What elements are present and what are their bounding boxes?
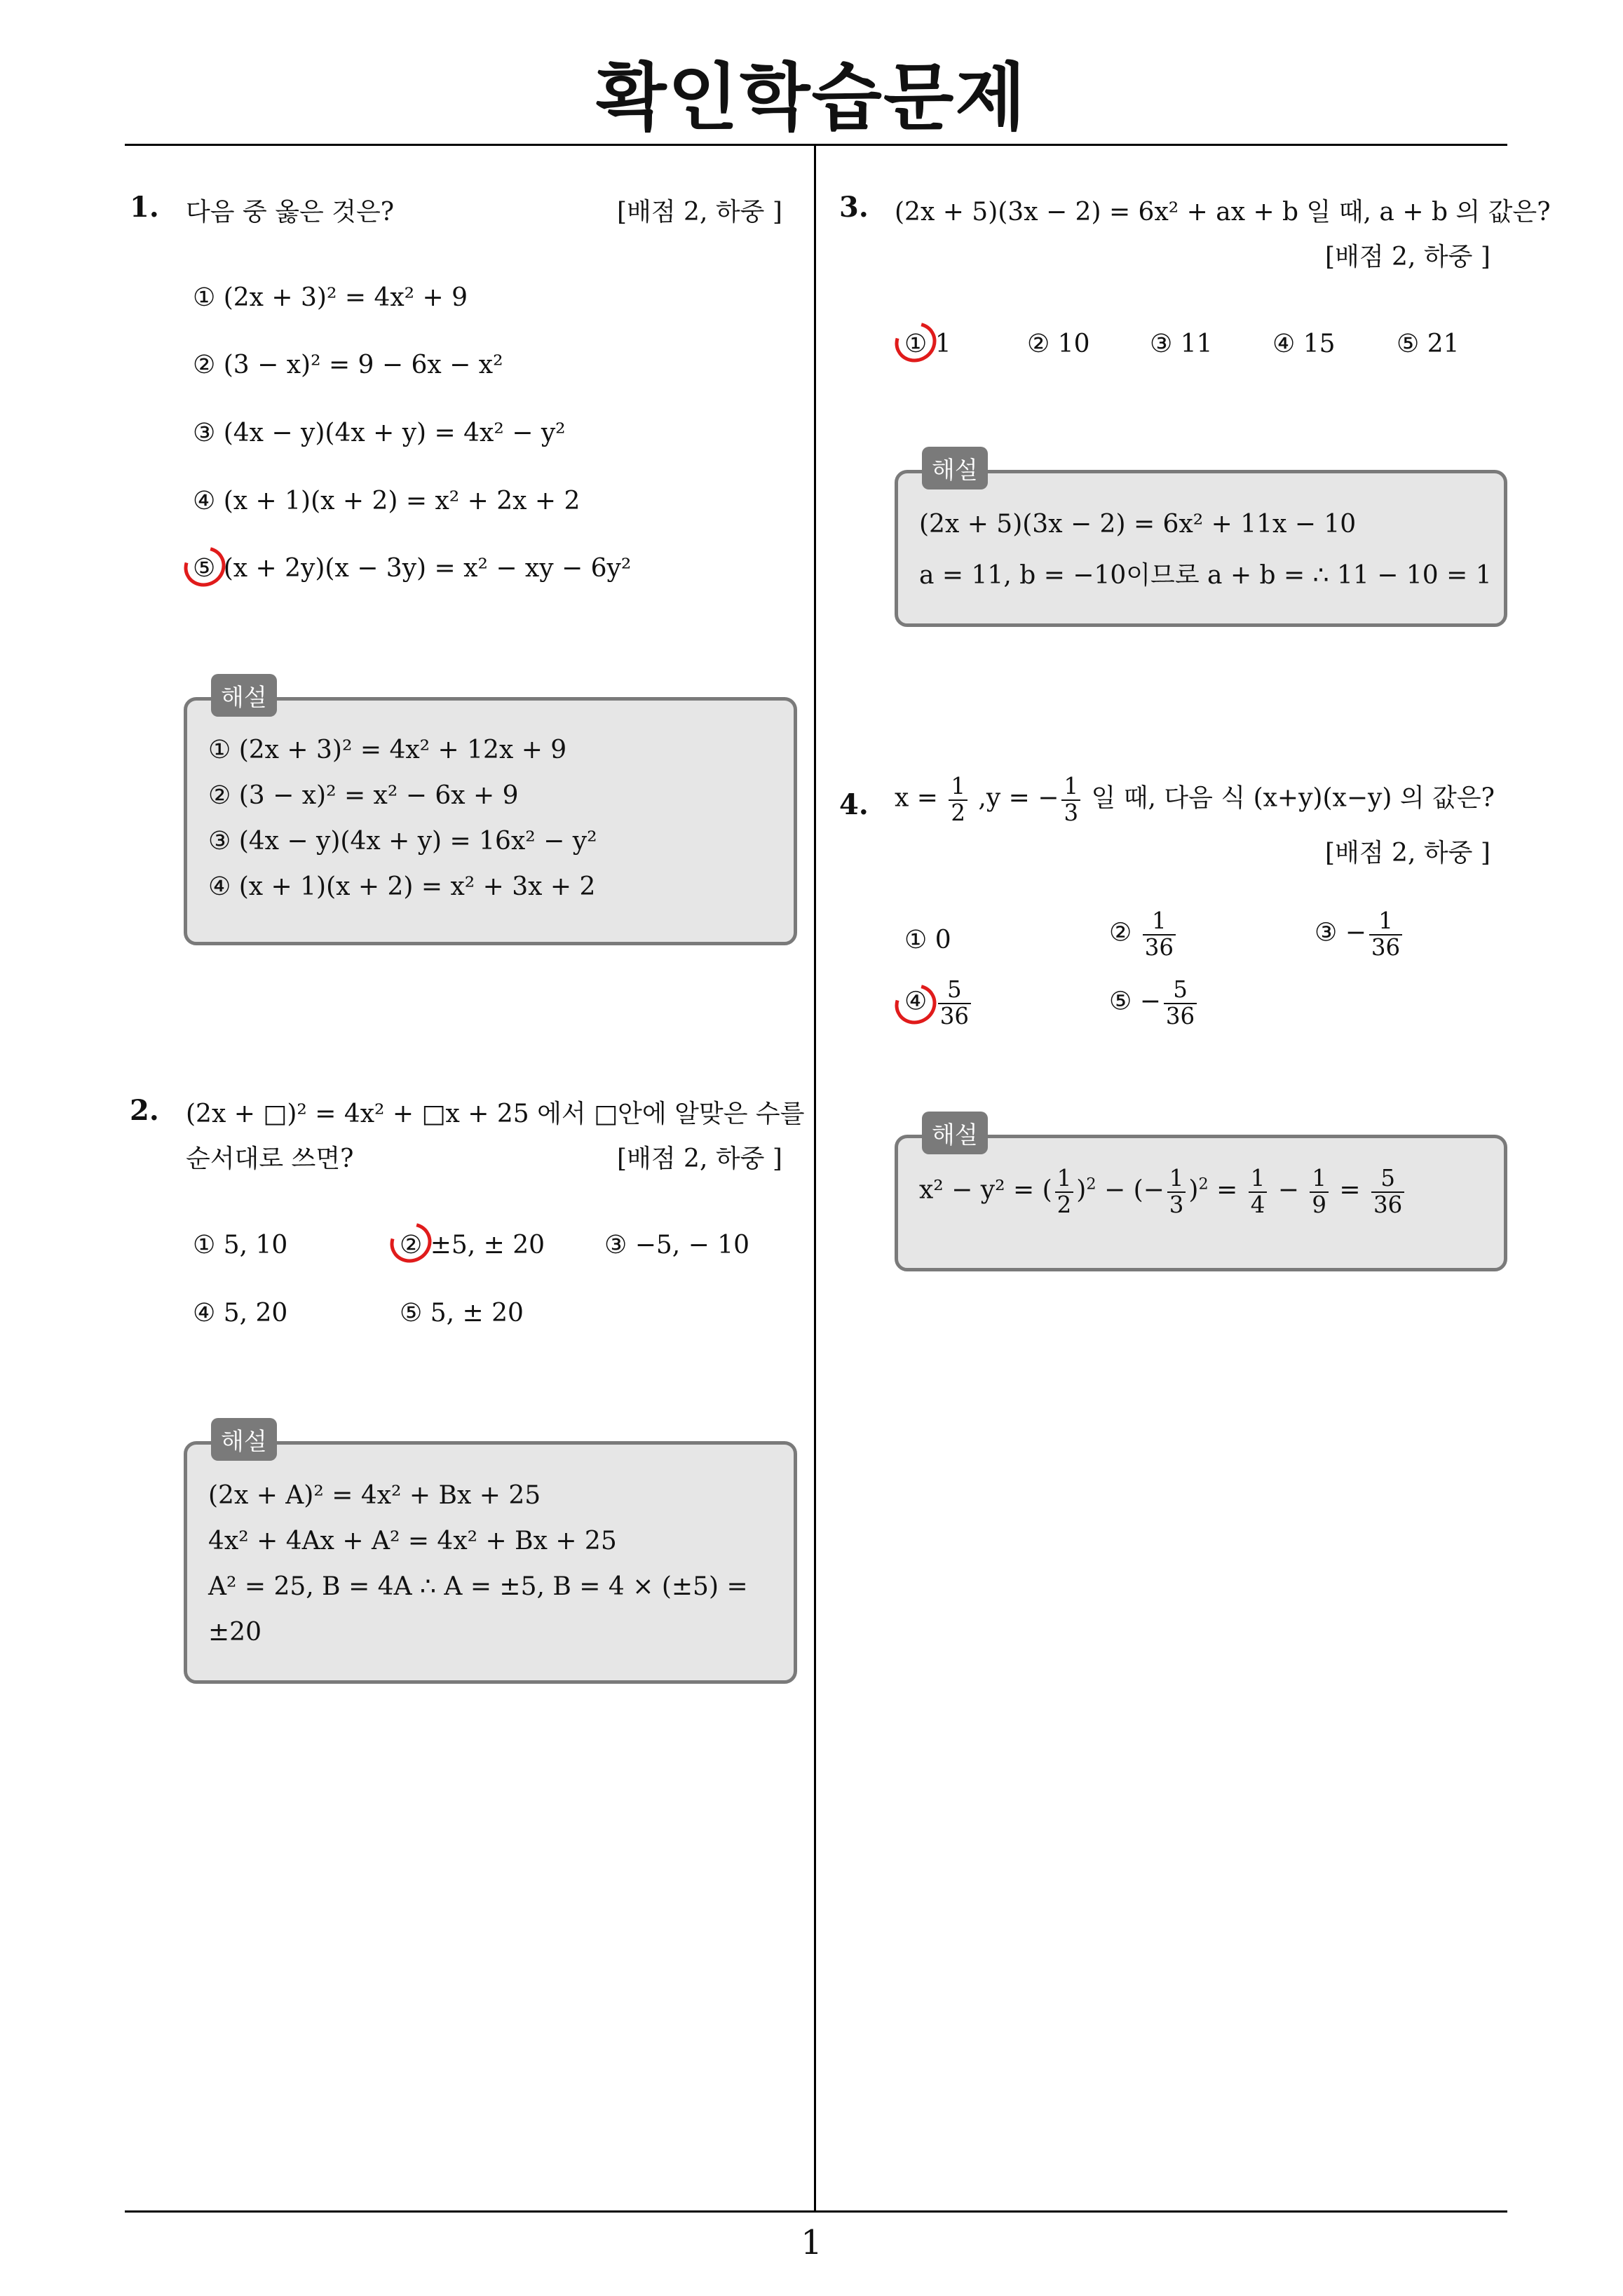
fraction-denominator: 2 — [951, 799, 965, 826]
explanation-label: 해설 — [922, 1112, 988, 1154]
explanation-label: 해설 — [211, 1418, 277, 1461]
page-number: 1 — [801, 2223, 822, 2262]
explanation-text: x² − y² = ( — [919, 1175, 1052, 1205]
choice-1[interactable]: ① 5, 10 — [193, 1231, 288, 1260]
explanation-line: ① (2x + 3)² = 4x² + 12x + 9 — [208, 736, 567, 764]
question-meta: [배점 2, 하중 ] — [617, 1144, 782, 1173]
choice-2[interactable] — [1109, 909, 1179, 960]
explanation-line: ③ (4x − y)(4x + y) = 16x² − y² — [208, 827, 597, 856]
explanation-line: (2x + 5)(3x − 2) = 6x² + 11x − 10 — [919, 510, 1357, 539]
choice-1[interactable]: ① 0 — [904, 926, 951, 954]
fraction-numerator: 1 — [1249, 1166, 1268, 1193]
choice-5[interactable]: ⑤ 5, ± 20 — [400, 1299, 524, 1328]
question-number: 3. — [839, 191, 869, 224]
choice-4[interactable]: ④ (x + 1)(x + 2) = x² + 2x + 2 — [193, 487, 580, 515]
question-meta: [배점 2, 하중 ] — [1325, 243, 1490, 271]
fraction-numerator: 1 — [1061, 774, 1080, 801]
fraction-denominator: 36 — [939, 1002, 969, 1029]
fraction-denominator: 3 — [1169, 1191, 1184, 1218]
top-rule — [125, 144, 1507, 146]
fraction-numerator: 5 — [1164, 978, 1197, 1004]
explanation-box — [184, 684, 797, 945]
choice-4[interactable]: ④ 15 — [1272, 330, 1336, 358]
fraction-denominator: 9 — [1312, 1191, 1326, 1218]
fraction-denominator: 2 — [1057, 1191, 1072, 1218]
choice-2[interactable]: ② ±5, ± 20 — [400, 1231, 545, 1260]
choice-5[interactable]: ⑤ (x + 2y)(x − 3y) = x² − xy − 6y² — [193, 554, 632, 583]
choice-mark: ⑤ − — [1109, 987, 1161, 1016]
fraction-numerator: 1 — [1167, 1166, 1186, 1193]
fraction — [1369, 909, 1402, 960]
fraction-numerator: 5 — [1371, 1166, 1404, 1193]
explanation-label: 해설 — [922, 447, 988, 489]
fraction — [1055, 1166, 1074, 1217]
question-text: (2x + 5)(3x − 2) = 6x² + ax + b 일 때, a + b 의 값은? — [895, 198, 1551, 227]
explanation-line: (2x + A)² = 4x² + Bx + 25 — [208, 1481, 541, 1510]
question-text-middle: ,y = − — [970, 783, 1059, 813]
bottom-rule — [125, 2210, 1507, 2213]
question-number: 4. — [839, 788, 869, 821]
choice-5[interactable] — [1109, 978, 1200, 1029]
choice-3[interactable]: ③ (4x − y)(4x + y) = 4x² − y² — [193, 419, 566, 447]
fraction-denominator: 36 — [1373, 1191, 1403, 1218]
fraction — [1061, 774, 1080, 825]
explanation-box — [895, 1121, 1507, 1271]
choice-mark: ② — [1109, 918, 1132, 947]
choice-5[interactable]: ⑤ 21 — [1397, 330, 1460, 358]
fraction — [1167, 1166, 1186, 1217]
fraction — [1310, 1166, 1329, 1217]
explanation-line: a = 11, b = −10이므로 a + b = ∴ 11 − 10 = 1 — [919, 561, 1492, 590]
fraction-denominator: 36 — [1371, 933, 1401, 961]
question-text-suffix: 일 때, 다음 식 (x+y)(x−y) 의 값은? — [1083, 783, 1495, 813]
choice-3[interactable]: ③ 11 — [1150, 330, 1213, 358]
fraction — [949, 774, 967, 825]
choice-mark: ④ — [904, 987, 928, 1016]
fraction-denominator: 36 — [1165, 1002, 1195, 1029]
question-text — [895, 774, 1495, 825]
choice-3[interactable]: ③ −5, − 10 — [604, 1231, 750, 1260]
fraction — [938, 978, 971, 1029]
fraction-numerator: 1 — [949, 774, 967, 801]
question-text-line-2: 순서대로 쓰면? — [186, 1144, 354, 1173]
choice-3[interactable] — [1315, 909, 1405, 960]
fraction — [1164, 978, 1197, 1029]
question-text-prefix: x = — [895, 783, 938, 813]
fraction — [1249, 1166, 1268, 1217]
explanation-line: 4x² + 4Ax + A² = 4x² + Bx + 25 — [208, 1527, 617, 1555]
answer-circle-mark — [383, 1215, 439, 1270]
fraction — [1371, 1166, 1404, 1217]
choice-2[interactable]: ② 10 — [1027, 330, 1090, 358]
answer-circle-mark — [177, 539, 233, 594]
question-meta: [배점 2, 하중 ] — [617, 198, 782, 227]
choice-mark: ③ − — [1315, 918, 1366, 947]
explanation-line: A² = 25, B = 4A ∴ A = ±5, B = 4 × (±5) = — [208, 1572, 748, 1601]
fraction-numerator: 1 — [1143, 909, 1176, 936]
fraction-numerator: 1 — [1055, 1166, 1074, 1193]
explanation-line: ② (3 − x)² = x² − 6x + 9 — [208, 781, 519, 810]
fraction-denominator: 4 — [1250, 1191, 1265, 1218]
explanation-line: x² − y² = ( $\frac{1}{2}$ )$^2$ − (− $\frac{1}{3}$ )$^2$ = $\frac{1}{4}$ − $\frac{1}{9}$ = $\frac{5}{36}$ — [919, 1166, 1407, 1217]
question-number: 2. — [130, 1094, 159, 1127]
fraction-denominator: 3 — [1064, 799, 1079, 826]
fraction-numerator: 1 — [1369, 909, 1402, 936]
explanation-box — [184, 1428, 797, 1684]
question-meta: [배점 2, 하중 ] — [1325, 839, 1490, 867]
choice-4[interactable]: ④ 5, 20 — [193, 1299, 288, 1328]
fraction-numerator: 1 — [1310, 1166, 1329, 1193]
question-number: 1. — [130, 191, 159, 224]
explanation-line: ④ (x + 1)(x + 2) = x² + 3x + 2 — [208, 872, 596, 901]
answer-circle-mark — [888, 315, 944, 370]
choice-1[interactable]: ① 1 — [904, 330, 951, 358]
choice-1[interactable]: ① (2x + 3)² = 4x² + 9 — [193, 283, 468, 312]
column-divider — [814, 145, 816, 2213]
explanation-box — [895, 457, 1507, 627]
fraction — [1143, 909, 1176, 960]
fraction-numerator: 5 — [938, 978, 971, 1004]
explanation-label: 해설 — [211, 674, 277, 717]
explanation-line: ±20 — [208, 1618, 262, 1647]
question-text: (2x + □)² = 4x² + □x + 25 에서 □안에 알맞은 수를 — [186, 1100, 805, 1128]
question-text: 다음 중 옳은 것은? — [186, 198, 395, 227]
choice-2[interactable]: ② (3 − x)² = 9 − 6x − x² — [193, 351, 503, 379]
fraction-denominator: 36 — [1144, 933, 1174, 961]
page-title: 확인학습문제 — [596, 55, 1027, 140]
